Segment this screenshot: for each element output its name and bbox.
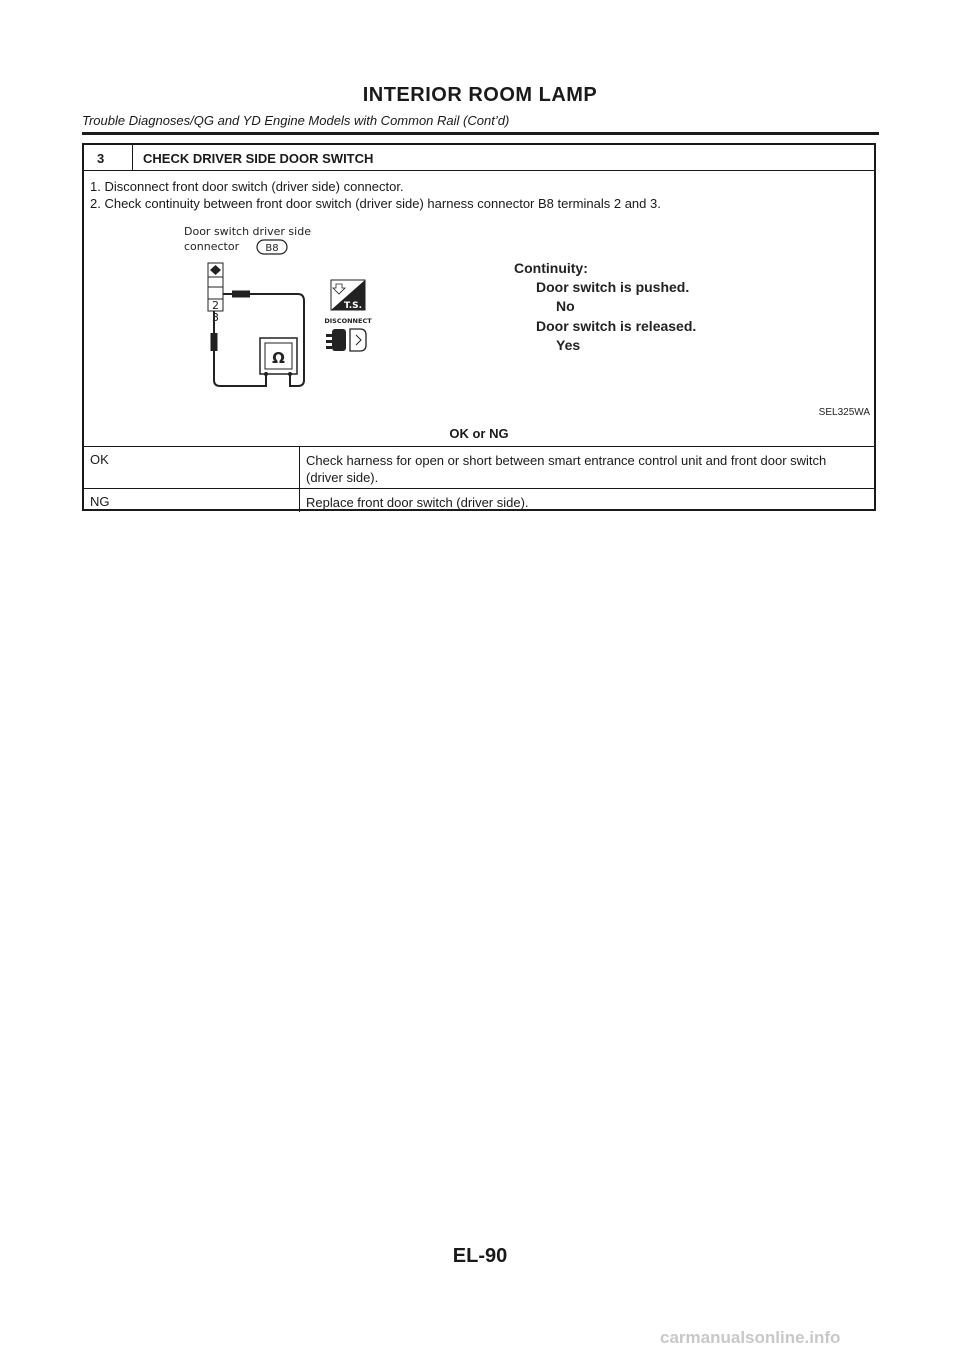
result-divider xyxy=(299,447,300,489)
step-divider xyxy=(132,145,133,170)
connector-label-line1: Door switch driver side xyxy=(184,225,311,238)
ts-badge xyxy=(331,280,365,311)
disconnect-label: DISCONNECT xyxy=(324,317,372,325)
continuity-result-1: No xyxy=(556,298,575,314)
continuity-result-2: Yes xyxy=(556,337,581,353)
continuity-condition-1: Door switch is pushed. xyxy=(536,279,690,295)
result-value: Check harness for open or short between smart entrance control unit and front door switch (driver side). xyxy=(306,453,827,485)
connector-label-line2: connector xyxy=(184,240,240,253)
header-rule xyxy=(82,132,879,135)
step-title: CHECK DRIVER SIDE DOOR SWITCH xyxy=(143,151,374,166)
page-number: EL-90 xyxy=(452,1245,508,1267)
step-number: 3 xyxy=(97,151,105,166)
ohm-symbol: Ω xyxy=(272,349,285,367)
page-header xyxy=(82,84,878,107)
instruction-2: 2. Check continuity between front door switch (driver side) harness connector B8 terminals 2 and 3. xyxy=(90,196,661,211)
step-header-row xyxy=(84,145,874,171)
result-key: OK xyxy=(90,452,109,467)
watermark: carmanualsonline.info xyxy=(660,1328,841,1347)
continuity-spec xyxy=(514,260,696,353)
result-divider xyxy=(299,489,300,512)
ohmmeter xyxy=(260,338,297,376)
connector-id: B8 xyxy=(265,243,279,254)
continuity-check-figure xyxy=(174,223,874,423)
page-title: INTERIOR ROOM LAMP xyxy=(362,84,598,106)
terminal-3-label: 3 xyxy=(212,311,219,324)
instruction-1: 1. Disconnect front door switch (driver side) connector. xyxy=(90,179,404,194)
ts-label: T.S. xyxy=(343,301,363,311)
ok-ng-heading: OK or NG xyxy=(449,426,509,441)
result-row-ok xyxy=(84,446,874,489)
result-row-ng xyxy=(84,488,874,512)
continuity-condition-2: Door switch is released. xyxy=(536,318,697,334)
result-key: NG xyxy=(90,494,110,509)
continuity-heading: Continuity: xyxy=(514,260,588,276)
terminal-2-label: 2 xyxy=(212,299,219,312)
step-box xyxy=(82,143,876,511)
disconnect-icon xyxy=(326,329,366,351)
connector-terminal-block xyxy=(208,263,223,324)
figure-code: SEL325WA xyxy=(818,407,870,418)
connector-badge xyxy=(257,240,287,254)
page-subtitle: Trouble Diagnoses/QG and YD Engine Models with Common Rail (Cont’d) xyxy=(82,113,510,128)
result-value: Replace front door switch (driver side). xyxy=(306,495,529,510)
